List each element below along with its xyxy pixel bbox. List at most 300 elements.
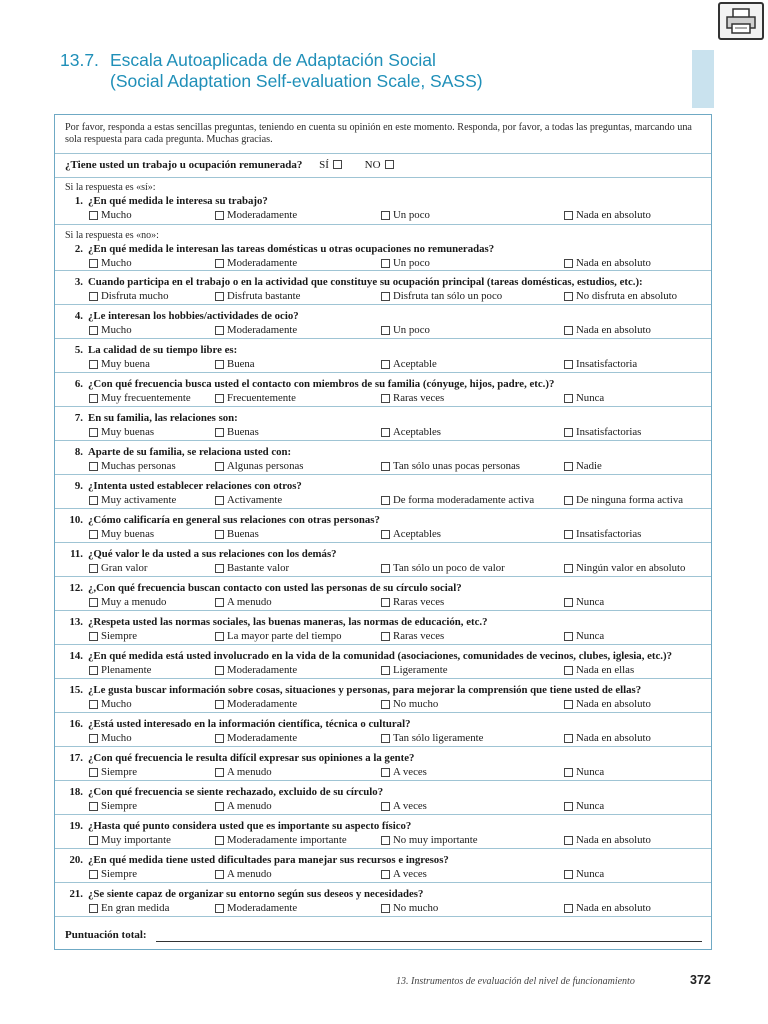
answer-checkbox[interactable]: [564, 360, 573, 369]
answer-checkbox[interactable]: [564, 530, 573, 539]
answer-option[interactable]: [381, 290, 502, 302]
question-text: ¿Qué valor le da usted a sus relaciones con los demás?: [88, 548, 337, 560]
answer-checkbox[interactable]: [215, 259, 224, 268]
answer-option[interactable]: [564, 664, 634, 676]
answer-checkbox[interactable]: [215, 836, 224, 845]
no-checkbox[interactable]: [385, 160, 394, 169]
answer-option[interactable]: [215, 698, 297, 710]
answer-checkbox[interactable]: [564, 802, 573, 811]
answer-checkbox[interactable]: [381, 496, 390, 505]
answer-checkbox[interactable]: [89, 836, 98, 845]
answer-option[interactable]: [215, 257, 297, 269]
question-item: [55, 514, 711, 544]
answer-checkbox[interactable]: [215, 904, 224, 913]
divider: [55, 508, 711, 509]
answer-options: [89, 698, 709, 711]
answer-checkbox[interactable]: [89, 564, 98, 573]
answer-label: Muy buenas: [101, 426, 155, 438]
divider: [55, 338, 711, 339]
answer-option[interactable]: [89, 698, 132, 710]
answer-options: [89, 596, 709, 609]
answer-options: [89, 800, 709, 813]
divider: [55, 780, 711, 781]
divider: [55, 304, 711, 305]
answer-label: Muy buenas: [101, 528, 155, 540]
footer-text: 13. Instrumentos de evaluación del nivel de funcionamiento: [396, 976, 635, 987]
answer-checkbox[interactable]: [215, 394, 224, 403]
answer-label: Nunca: [576, 596, 605, 608]
answer-option[interactable]: [89, 664, 151, 676]
answer-label: Frecuentemente: [227, 392, 296, 404]
question-number: 21.: [69, 888, 83, 900]
answer-option[interactable]: [564, 528, 641, 540]
answer-checkbox[interactable]: [381, 462, 390, 471]
answer-option[interactable]: [215, 800, 272, 812]
question-text: ¿En qué medida le interesa su trabajo?: [88, 195, 268, 207]
answer-option[interactable]: [89, 868, 137, 880]
answer-checkbox[interactable]: [215, 211, 224, 220]
answer-option[interactable]: [215, 732, 297, 744]
answer-option[interactable]: [215, 630, 342, 642]
answer-checkbox[interactable]: [564, 870, 573, 879]
answer-checkbox[interactable]: [564, 564, 573, 573]
answer-label: Siempre: [101, 766, 137, 778]
answer-checkbox[interactable]: [215, 530, 224, 539]
answer-label: A menudo: [227, 800, 272, 812]
occupation-yes-option[interactable]: [319, 159, 342, 171]
answer-checkbox[interactable]: [381, 734, 390, 743]
answer-checkbox[interactable]: [89, 292, 98, 301]
answer-option[interactable]: [381, 528, 441, 540]
total-score-field[interactable]: [156, 941, 702, 942]
answer-checkbox[interactable]: [215, 666, 224, 675]
answer-checkbox[interactable]: [564, 394, 573, 403]
answer-checkbox[interactable]: [215, 700, 224, 709]
answer-option[interactable]: [89, 290, 168, 302]
answer-checkbox[interactable]: [89, 259, 98, 268]
answer-option[interactable]: [564, 460, 602, 472]
answer-option[interactable]: [215, 209, 297, 221]
question-item: [55, 616, 711, 646]
answer-option[interactable]: [381, 664, 448, 676]
answer-option[interactable]: [215, 290, 300, 302]
answer-option[interactable]: [89, 732, 132, 744]
answer-label: A menudo: [227, 766, 272, 778]
answer-option[interactable]: [564, 209, 651, 221]
answer-option[interactable]: [215, 902, 297, 914]
answer-option[interactable]: [215, 868, 272, 880]
answer-checkbox[interactable]: [89, 326, 98, 335]
answer-checkbox[interactable]: [89, 530, 98, 539]
answer-option[interactable]: [564, 290, 677, 302]
answer-option[interactable]: [381, 766, 427, 778]
divider: [55, 814, 711, 815]
answer-label: Muy frecuentemente: [101, 392, 191, 404]
answer-option[interactable]: [381, 800, 427, 812]
answer-checkbox[interactable]: [215, 734, 224, 743]
occupation-question: [65, 159, 394, 171]
answer-checkbox[interactable]: [89, 768, 98, 777]
question-number: 14.: [69, 650, 83, 662]
answer-label: Nada en absoluto: [576, 698, 651, 710]
answer-option[interactable]: [215, 834, 347, 846]
divider: [55, 644, 711, 645]
answer-label: Mucho: [101, 732, 132, 744]
answer-option[interactable]: [89, 902, 169, 914]
answer-checkbox[interactable]: [564, 904, 573, 913]
answer-option[interactable]: [89, 460, 176, 472]
answer-checkbox[interactable]: [564, 836, 573, 845]
answer-option[interactable]: [564, 358, 637, 370]
answer-option[interactable]: [89, 494, 176, 506]
question-number: 16.: [69, 718, 83, 730]
answer-label: Nadie: [576, 460, 602, 472]
answer-option[interactable]: [564, 630, 604, 642]
answer-checkbox[interactable]: [564, 632, 573, 641]
divider: [55, 440, 711, 441]
question-text: ¿Le interesan los hobbies/actividades de ocio?: [88, 310, 299, 322]
answer-label: Un poco: [393, 324, 430, 336]
answer-option[interactable]: [89, 596, 166, 608]
answer-option[interactable]: [564, 732, 651, 744]
answer-checkbox[interactable]: [215, 564, 224, 573]
answer-label: Siempre: [101, 800, 137, 812]
answer-option[interactable]: [564, 324, 651, 336]
answer-checkbox[interactable]: [564, 768, 573, 777]
answer-checkbox[interactable]: [381, 564, 390, 573]
question-item: [55, 684, 711, 714]
answer-checkbox[interactable]: [89, 666, 98, 675]
answer-label: Raras veces: [393, 630, 445, 642]
question-item: [55, 718, 711, 748]
answer-checkbox[interactable]: [89, 904, 98, 913]
question-number: 18.: [69, 786, 83, 798]
answer-label: Moderadamente importante: [227, 834, 347, 846]
answer-label: Disfruta mucho: [101, 290, 169, 302]
question-item: [55, 276, 711, 306]
answer-option[interactable]: [89, 562, 147, 574]
question-item: [55, 786, 711, 816]
answer-checkbox[interactable]: [215, 292, 224, 301]
answer-option[interactable]: [381, 902, 438, 914]
answer-label: Nada en absoluto: [576, 209, 651, 221]
answer-checkbox[interactable]: [89, 870, 98, 879]
answer-option[interactable]: [89, 358, 150, 370]
answer-checkbox[interactable]: [215, 870, 224, 879]
answer-option[interactable]: [381, 324, 430, 336]
divider: [55, 224, 711, 225]
answer-checkbox[interactable]: [564, 598, 573, 607]
answer-checkbox[interactable]: [89, 598, 98, 607]
print-button[interactable]: [718, 2, 764, 40]
answer-option[interactable]: [564, 494, 683, 506]
divider: [55, 542, 711, 543]
answer-checkbox[interactable]: [564, 292, 573, 301]
answer-label: Mucho: [101, 698, 132, 710]
answer-option[interactable]: [215, 494, 282, 506]
answer-option[interactable]: [215, 358, 255, 370]
answer-option[interactable]: [564, 257, 651, 269]
yes-checkbox[interactable]: [333, 160, 342, 169]
answer-option[interactable]: [89, 209, 132, 221]
answer-checkbox[interactable]: [381, 259, 390, 268]
answer-option[interactable]: [564, 698, 651, 710]
answer-option[interactable]: [215, 528, 259, 540]
answer-label: Bastante valor: [227, 562, 290, 574]
answer-option[interactable]: [215, 324, 297, 336]
answer-label: Moderadamente: [227, 257, 298, 269]
answer-checkbox[interactable]: [381, 632, 390, 641]
divider: [55, 406, 711, 407]
answer-checkbox[interactable]: [89, 211, 98, 220]
answer-label: A menudo: [227, 868, 272, 880]
question-number: 10.: [69, 514, 83, 526]
answer-option[interactable]: [381, 834, 478, 846]
answer-option[interactable]: [381, 562, 505, 574]
answer-label: Nada en ellas: [576, 664, 635, 676]
answer-label: Siempre: [101, 630, 137, 642]
answer-checkbox[interactable]: [381, 768, 390, 777]
answer-checkbox[interactable]: [564, 428, 573, 437]
answer-checkbox[interactable]: [564, 700, 573, 709]
divider: [55, 882, 711, 883]
answer-checkbox[interactable]: [215, 428, 224, 437]
question-text: En su familia, las relaciones son:: [88, 412, 238, 424]
answer-checkbox[interactable]: [381, 666, 390, 675]
question-text: ¿Con qué frecuencia busca usted el contacto con miembros de su familia (cónyuge, hijos, padre, etc.)?: [88, 378, 555, 390]
answer-label: Moderadamente: [227, 698, 298, 710]
answer-option[interactable]: [564, 426, 641, 438]
answer-checkbox[interactable]: [564, 666, 573, 675]
answer-checkbox[interactable]: [381, 211, 390, 220]
divider: [55, 712, 711, 713]
answer-label: Moderadamente: [227, 664, 298, 676]
answer-option[interactable]: [89, 800, 137, 812]
printer-icon: [724, 7, 758, 35]
answer-checkbox[interactable]: [381, 292, 390, 301]
question-number: 9.: [74, 480, 83, 492]
answer-checkbox[interactable]: [381, 802, 390, 811]
answer-option[interactable]: [89, 766, 137, 778]
answer-option[interactable]: [215, 596, 272, 608]
divider: [55, 270, 711, 271]
answer-label: La mayor parte del tiempo: [227, 630, 342, 642]
answer-label: Raras veces: [393, 392, 445, 404]
divider: [55, 678, 711, 679]
answer-label: Moderadamente: [227, 732, 298, 744]
answer-option[interactable]: [215, 766, 272, 778]
question-text: La calidad de su tiempo libre es:: [88, 344, 238, 356]
answer-label: A veces: [393, 766, 427, 778]
answer-checkbox[interactable]: [89, 428, 98, 437]
answer-options: [89, 664, 709, 677]
question-text: ¿,Con qué frecuencia buscan contacto con usted las personas de su círculo social?: [88, 582, 462, 594]
question-number: 13.: [69, 616, 83, 628]
divider: [55, 848, 711, 849]
answer-checkbox[interactable]: [381, 700, 390, 709]
answer-label: De forma moderadamente activa: [393, 494, 535, 506]
answer-label: Buenas: [227, 426, 259, 438]
answer-option[interactable]: [564, 902, 651, 914]
answer-option[interactable]: [89, 426, 154, 438]
answer-checkbox[interactable]: [381, 598, 390, 607]
divider: [55, 610, 711, 611]
answer-option[interactable]: [564, 766, 604, 778]
page-title: [60, 50, 660, 92]
answer-label: Buena: [227, 358, 255, 370]
answer-option[interactable]: [215, 426, 259, 438]
answer-checkbox[interactable]: [89, 632, 98, 641]
answer-option[interactable]: [381, 868, 427, 880]
title-line-1: Escala Autoaplicada de Adaptación Social: [110, 50, 436, 70]
answer-checkbox[interactable]: [89, 734, 98, 743]
answer-checkbox[interactable]: [215, 462, 224, 471]
answer-checkbox[interactable]: [215, 360, 224, 369]
answer-option[interactable]: [381, 392, 444, 404]
answer-option[interactable]: [381, 494, 534, 506]
answer-option[interactable]: [381, 698, 438, 710]
answer-options: [89, 358, 709, 371]
question-number: 12.: [69, 582, 83, 594]
answer-label: Plenamente: [101, 664, 152, 676]
question-item: [55, 888, 711, 918]
answer-option[interactable]: [564, 868, 604, 880]
answer-label: Moderadamente: [227, 209, 298, 221]
answer-label: Nunca: [576, 766, 605, 778]
answer-option[interactable]: [564, 562, 685, 574]
question-number: 17.: [69, 752, 83, 764]
answer-option[interactable]: [564, 800, 604, 812]
answer-label: Muy importante: [101, 834, 171, 846]
answer-option[interactable]: [215, 562, 289, 574]
question-item: [55, 548, 711, 578]
question-text: ¿Con qué frecuencia se siente rechazado, excluido de su círculo?: [88, 786, 384, 798]
answer-checkbox[interactable]: [381, 870, 390, 879]
answer-checkbox[interactable]: [564, 211, 573, 220]
answer-checkbox[interactable]: [564, 734, 573, 743]
answer-option[interactable]: [89, 528, 154, 540]
answer-checkbox[interactable]: [381, 394, 390, 403]
answer-checkbox[interactable]: [89, 462, 98, 471]
answer-option[interactable]: [381, 209, 430, 221]
question-item: [55, 446, 711, 476]
answer-option[interactable]: [564, 834, 651, 846]
answer-option[interactable]: [89, 324, 132, 336]
question-text: ¿En qué medida le interesan las tareas domésticas u otras ocupaciones no remuneradas?: [88, 243, 495, 255]
answer-label: Nada en absoluto: [576, 902, 651, 914]
answer-option[interactable]: [89, 630, 137, 642]
answer-checkbox[interactable]: [89, 802, 98, 811]
answer-label: Disfruta bastante: [227, 290, 301, 302]
divider: [55, 916, 711, 917]
question-text: ¿Intenta usted establecer relaciones con otros?: [88, 480, 302, 492]
question-item: [55, 582, 711, 612]
answer-label: Ligeramente: [393, 664, 448, 676]
question-item: [55, 243, 711, 273]
section-number: 13.7.: [60, 50, 99, 70]
answer-checkbox[interactable]: [564, 462, 573, 471]
answer-checkbox[interactable]: [215, 496, 224, 505]
question-number: 20.: [69, 854, 83, 866]
answer-label: Moderadamente: [227, 902, 298, 914]
answer-label: Muchas personas: [101, 460, 176, 472]
divider: [55, 177, 711, 178]
answer-option[interactable]: [381, 257, 430, 269]
question-item: [55, 820, 711, 850]
answer-checkbox[interactable]: [381, 904, 390, 913]
answer-options: [89, 868, 709, 881]
answer-label: Aceptables: [393, 528, 441, 540]
questionnaire-form: [54, 114, 712, 950]
answer-checkbox[interactable]: [381, 428, 390, 437]
answer-checkbox[interactable]: [564, 326, 573, 335]
answer-options: [89, 630, 709, 643]
answer-checkbox[interactable]: [381, 530, 390, 539]
question-text: ¿Está usted interesado en la información científica, técnica o cultural?: [88, 718, 411, 730]
answer-label: De ninguna forma activa: [576, 494, 684, 506]
answer-option[interactable]: [89, 392, 191, 404]
answer-checkbox[interactable]: [215, 632, 224, 641]
answer-label: Gran valor: [101, 562, 148, 574]
question-text: Cuando participa en el trabajo o en la actividad que constituye su ocupación principal (tareas domésticas, estudios, etc.):: [88, 276, 643, 288]
answer-option[interactable]: [89, 834, 171, 846]
answer-checkbox[interactable]: [89, 360, 98, 369]
question-text: ¿Le gusta buscar información sobre cosas, situaciones y personas, para mejorar la comprensión que tiene usted de ellas?: [88, 684, 642, 696]
answer-option[interactable]: [381, 596, 444, 608]
answer-label: Mucho: [101, 324, 132, 336]
answer-option[interactable]: [381, 732, 483, 744]
answer-option[interactable]: [381, 426, 441, 438]
answer-option[interactable]: [564, 392, 604, 404]
answer-label: Muy a menudo: [101, 596, 167, 608]
answer-checkbox[interactable]: [215, 802, 224, 811]
answer-option[interactable]: [381, 358, 437, 370]
note-if-yes: Si la respuesta es «sí»:: [65, 182, 156, 193]
answer-label: Muy buena: [101, 358, 150, 370]
answer-checkbox[interactable]: [381, 836, 390, 845]
answer-option[interactable]: [381, 460, 520, 472]
occupation-no-option[interactable]: [365, 159, 394, 171]
answer-checkbox[interactable]: [215, 768, 224, 777]
question-item: [55, 195, 711, 225]
answer-checkbox[interactable]: [89, 394, 98, 403]
answer-checkbox[interactable]: [215, 326, 224, 335]
answer-label: Tan sólo ligeramente: [393, 732, 484, 744]
answer-checkbox[interactable]: [564, 259, 573, 268]
answer-checkbox[interactable]: [89, 496, 98, 505]
answer-label: Muy activamente: [101, 494, 177, 506]
answer-checkbox[interactable]: [564, 496, 573, 505]
answer-options: [89, 528, 709, 541]
answer-checkbox[interactable]: [215, 598, 224, 607]
answer-checkbox[interactable]: [89, 700, 98, 709]
answer-checkbox[interactable]: [381, 326, 390, 335]
answer-option[interactable]: [215, 460, 303, 472]
answer-option[interactable]: [215, 392, 296, 404]
answer-option[interactable]: [381, 630, 444, 642]
answer-label: Nunca: [576, 392, 605, 404]
answer-option[interactable]: [215, 664, 297, 676]
question-item: [55, 480, 711, 510]
title-line-2: (Social Adaptation Self-evaluation Scale, SASS): [110, 71, 483, 91]
total-score-label: Puntuación total:: [65, 929, 147, 941]
answer-option[interactable]: [564, 596, 604, 608]
answer-option[interactable]: [89, 257, 132, 269]
occupation-question-text: ¿Tiene usted un trabajo u ocupación remunerada?: [65, 159, 303, 171]
answer-checkbox[interactable]: [381, 360, 390, 369]
answer-options: [89, 392, 709, 405]
answer-label: Mucho: [101, 209, 132, 221]
